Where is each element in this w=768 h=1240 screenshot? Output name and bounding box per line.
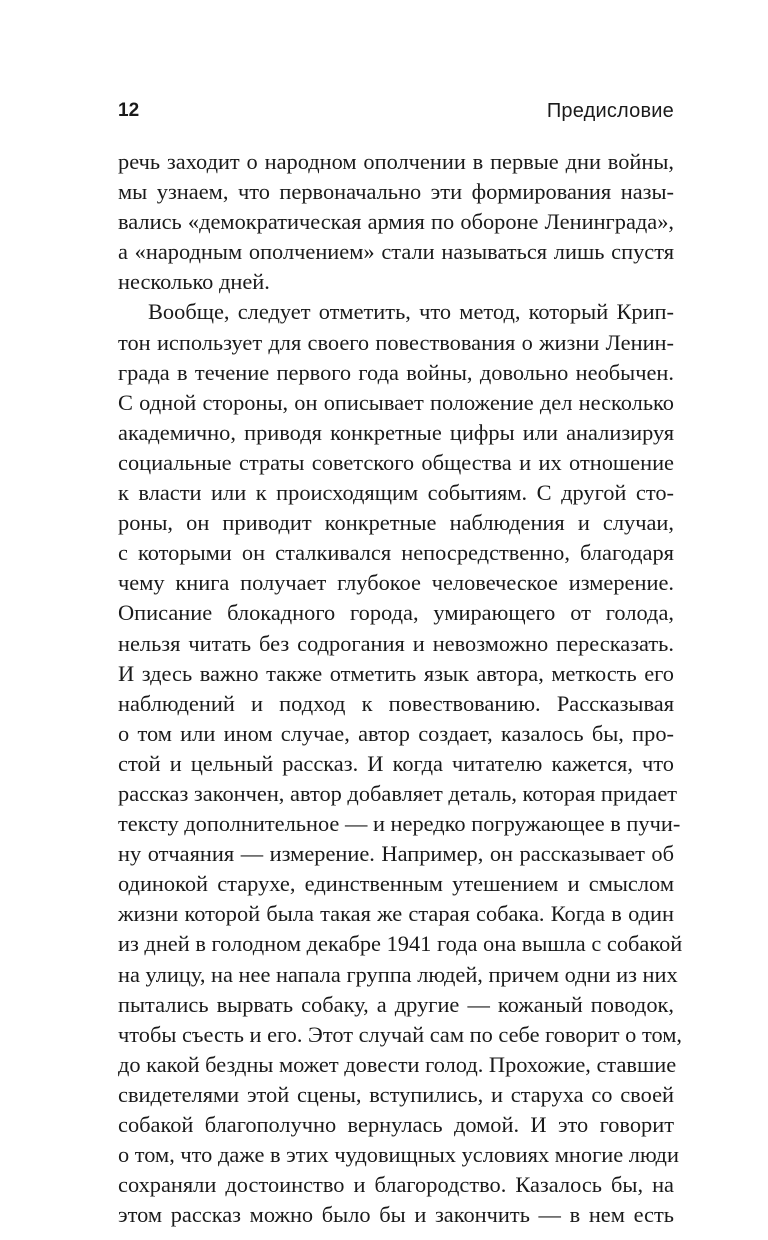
text-line: пытались вырвать собаку, а другие — кожаный поводок, bbox=[118, 991, 674, 1017]
text-line: одинокой старухе, единственным утешением и смыслом bbox=[118, 871, 674, 897]
text-line: до какой бездны может довести голод. Прохожие, ставшие bbox=[118, 1051, 677, 1077]
text-line: с которыми он сталкивался непосредственно, благодаря bbox=[118, 540, 674, 566]
text-line: И здесь важно также отметить язык автора, меткость его bbox=[118, 660, 674, 686]
text-line: свидетелями этой сцены, вступились, и старуха со своей bbox=[118, 1081, 674, 1107]
text-line: академично, приводя конкретные цифры или анализируя bbox=[118, 419, 674, 445]
text-line: Описание блокадного города, умирающего от голода, bbox=[118, 600, 674, 626]
text-line: из дней в голодном декабре 1941 года она вышла с собакой bbox=[118, 931, 683, 957]
text-line: тон использует для своего повествования о жизни Ленин- bbox=[118, 329, 674, 355]
text-line: социальные страты советского общества и их отношение bbox=[118, 449, 674, 475]
text-line: собакой благополучно вернулась домой. И это говорит bbox=[118, 1112, 674, 1137]
text-line: к власти или к происходящим событиям. С другой сто- bbox=[118, 480, 674, 506]
text-line: жизни которой была такая же старая собака. Когда в один bbox=[118, 901, 674, 927]
text-line: а «народным ополчением» стали называться лишь спустя bbox=[118, 239, 674, 265]
text-line: роны, он приводит конкретные наблюдения и случаи, bbox=[118, 510, 674, 536]
text-line: чему книга получает глубокое человеческое измерение. bbox=[118, 570, 674, 596]
text-line: С одной стороны, он описывает положение дел несколько bbox=[118, 389, 674, 415]
text-line: чтобы съесть и его. Этот случай сам по себе говорит о том, bbox=[118, 1021, 682, 1047]
text-line: сохраняли достоинство и благородство. Казалось бы, на bbox=[118, 1172, 674, 1198]
text-line: вались «демократическая армия по обороне Ленинграда», bbox=[118, 209, 674, 235]
text-line: Вообще, следует отметить, что метод, который Крип- bbox=[148, 299, 674, 325]
text-line: речь заходит о народном ополчении в первые дни войны, bbox=[118, 149, 674, 174]
text-line: нельзя читать без содрогания и невозможно пересказать. bbox=[118, 630, 674, 656]
text-line: о том, что даже в этих чудовищных условиях многие люди bbox=[118, 1142, 679, 1168]
text-line: стой и цельный рассказ. И когда читателю кажется, что bbox=[118, 750, 674, 776]
text-line: ну отчаяния — измерение. Например, он рассказывает об bbox=[118, 841, 674, 867]
running-title: Предисловие bbox=[546, 100, 674, 122]
text-line: несколько дней. bbox=[118, 269, 270, 295]
page-number: 12 bbox=[118, 100, 140, 121]
text-line: на улицу, на нее напала группа людей, причем одни из них bbox=[118, 961, 678, 987]
body-text bbox=[118, 147, 683, 1230]
text-line: о том или ином случае, автор создает, казалось бы, про- bbox=[118, 720, 674, 746]
page-header bbox=[118, 100, 674, 126]
text-line: тексту дополнительное — и нередко погружающее в пучи- bbox=[118, 811, 681, 837]
text-line: рассказ закончен, автор добавляет деталь, которая придает bbox=[118, 780, 678, 806]
text-line: этом рассказ можно было бы и закончить — в нем есть bbox=[118, 1202, 674, 1228]
text-line: мы узнаем, что первоначально эти формирования назы- bbox=[118, 179, 674, 205]
text-line: града в течение первого года войны, довольно необычен. bbox=[118, 359, 674, 385]
text-line: наблюдений и подход к повествованию. Рассказывая bbox=[118, 690, 674, 716]
